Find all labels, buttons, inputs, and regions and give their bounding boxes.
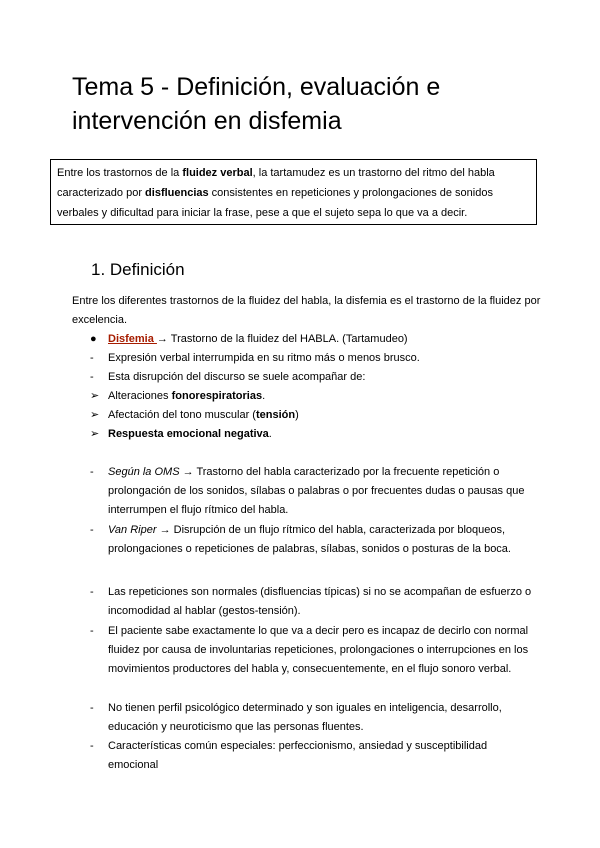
intro-text: Entre los trastornos de la — [57, 167, 183, 179]
bullet-marker: ● — [90, 333, 97, 345]
list-item-text: → Disrupción de un flujo rítmico del habla, caracterizada por bloqueos, prolongaciones o repeticiones de palabras, sílabas, sonidos o posturas de la boca. — [108, 524, 511, 555]
list-item-text: . — [268, 428, 272, 440]
arrow-marker: ➢ — [90, 428, 100, 440]
list-item-text: Las repeticiones son normales (disfluencias típicas) si no se acompañan de esfuerzo o incomodidad al hablar (gestos-tensión). — [108, 586, 532, 617]
list-item-text: → Trastorno de la fluidez del HABLA. (Tartamudeo) — [156, 333, 408, 345]
intro-bold-fluidez: fluidez verbal — [182, 167, 253, 179]
dash-marker: - — [90, 466, 94, 478]
intro-text: consistentes en repeticiones y prolongaciones de sonidos verbales y dificultad para iniciar la frase, pese a que el sujeto sepa lo que va a decir. — [57, 187, 493, 219]
arrow-marker: ➢ — [90, 409, 100, 421]
page-title: Tema 5 - Definición, evaluación e intervención en disfemia — [72, 73, 441, 135]
intro-paragraph: Entre los diferentes trastornos de la fluidez del habla, la disfemia es el trastorno de la fluidez por excelencia. — [72, 295, 541, 326]
arrow-marker: ➢ — [90, 390, 100, 402]
list-item-text: Expresión verbal interrumpida en su ritmo más o menos brusco. — [108, 352, 420, 364]
dash-marker: - — [90, 352, 94, 364]
list-item-italic: Según la OMS — [108, 466, 180, 478]
intro-bold-disfluencias: disfluencias — [145, 187, 209, 199]
list-item-text: Características común especiales: perfeccionismo, ansiedad y susceptibilidad emocional — [108, 740, 488, 771]
dash-marker: - — [90, 586, 94, 598]
dash-marker: - — [90, 524, 94, 536]
dash-marker: - — [90, 702, 94, 714]
list-item-text: ) — [295, 409, 299, 421]
list-item-bold: fonorespiratorias — [171, 390, 263, 402]
intro-text: , la tartamudez es un trastorno del ritmo del habla caracterizado por — [57, 167, 495, 199]
list-item-text: . — [262, 390, 266, 402]
dash-marker: - — [90, 740, 94, 752]
list-item-text: No tienen perfil psicológico determinado y son iguales en inteligencia, desarrollo, educación y neuroticismo que las personas fluentes. — [108, 702, 502, 733]
list-item-text: El paciente sabe exactamente lo que va a decir pero es incapaz de decirlo con normal fluidez por causa de involuntarias repeticiones, prolongaciones o interrupciones en los movimientos productores del habla y, consecuentemente, en el flujo sonoro verbal. — [108, 625, 529, 675]
dash-marker: - — [90, 371, 94, 383]
dash-marker: - — [90, 625, 94, 637]
list-item-text: Afectación del tono muscular ( — [108, 409, 256, 421]
list-item-text: Alteraciones — [108, 390, 172, 402]
disfemia-link[interactable]: Disfemia — [108, 333, 157, 345]
section-heading: 1. Definición — [91, 260, 185, 279]
list-item-bold: Respuesta emocional negativa — [108, 428, 269, 440]
list-item-bold: tensión — [255, 409, 296, 421]
list-item-italic: Van Riper — [108, 524, 157, 536]
intro-box — [50, 159, 537, 225]
list-item-text: → Trastorno del habla caracterizado por la frecuente repetición o prolongación de los sonidos, sílabas o palabras o por frecuentes dudas o pausas que interrumpen el flujo rítmico del habla. — [108, 466, 525, 516]
list-item-text: Esta disrupción del discurso se suele acompañar de: — [108, 371, 366, 383]
